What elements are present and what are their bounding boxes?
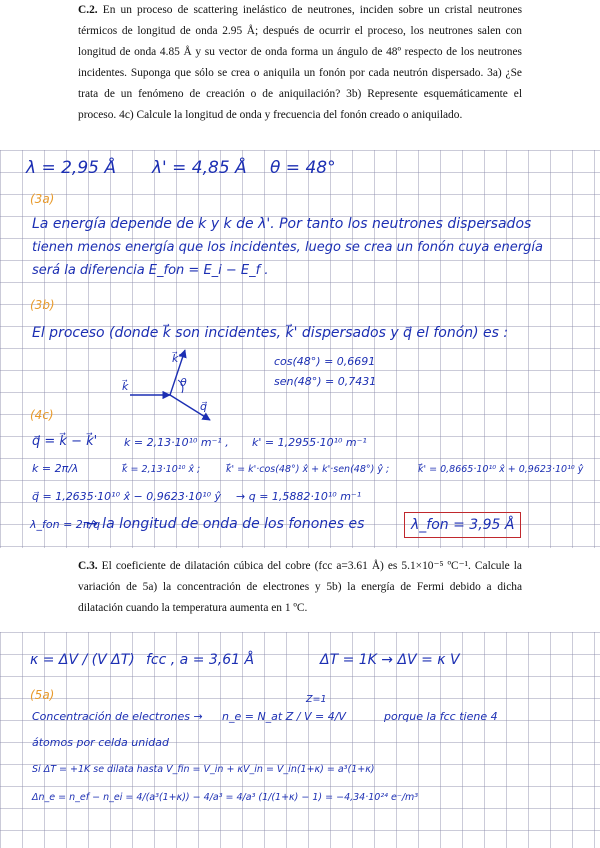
problem-c2-heading: C.2.: [78, 4, 98, 16]
handwritten-sheet-c2: [0, 150, 600, 548]
given-lambda: λ = 2,95 Å: [26, 158, 116, 178]
problem-c3-statement: [78, 556, 522, 619]
part-5a-line1b: n_e = N_at Z / V = 4/V: [222, 710, 346, 723]
delta-relation: ΔT = 1K → ΔV = κ V: [320, 652, 460, 668]
part-5a-line1c: porque la fcc tiene 4: [384, 710, 498, 723]
kappa-definition: κ = ΔV / (V ΔT): [30, 652, 135, 668]
part-3b-intro: El proceso (donde k⃗ son incidentes, k⃗' dispersados y q⃗ el fonón) es :: [32, 325, 509, 341]
part-4c-row2d: k⃗' = 0,8665·10¹⁰ x̂ + 0,9623·10¹⁰ ŷ: [418, 464, 584, 475]
label-k: k⃗: [122, 380, 129, 393]
cos-value: cos(48°) = 0,6691: [274, 355, 376, 368]
part-5a-line3: Si ΔT = +1K se dilata hasta V_fin = V_in + κV_in = V_in(1+κ) = a³(1+κ): [32, 764, 375, 775]
part-5a-line4: Δn_e = n_ef − n_ei = 4/(a³(1+κ)) − 4/a³ = 4/a³ (1/(1+κ) − 1) = −4,34·10²⁴ e⁻/m³: [32, 792, 419, 803]
part-4c-row3b: → q = 1,5882·10¹⁰ m⁻¹: [236, 490, 362, 503]
part-4c-row3a: q⃗ = 1,2635·10¹⁰ x̂ − 0,9623·10¹⁰ ŷ: [32, 490, 222, 503]
given-lambda-prime: λ' = 4,85 Å: [152, 158, 247, 178]
label-3a: (3a): [30, 192, 55, 206]
label-4c: (4c): [30, 408, 54, 422]
answer-value: λ_fon = 3,95 Å: [411, 517, 515, 533]
label-theta: θ: [180, 376, 187, 389]
part-4c-row4a: λ_fon = 2π/q: [30, 518, 101, 531]
part-5a-line1a: Concentración de electrones →: [32, 710, 203, 723]
part-4c-row2c: k⃗' = k'·cos(48°) x̂ + k'·sen(48°) ŷ ;: [226, 464, 390, 475]
problem-c2-statement: [78, 0, 522, 126]
part-4c-row1a: q⃗ = k⃗ − k⃗': [32, 434, 98, 449]
sin-value: sen(48°) = 0,7431: [274, 375, 377, 388]
problem-c2-text: En un proceso de scattering inelástico de neutrones, inciden sobre un cristal neutrones térmicos de longitud de onda 2.95 Å; después de ocurrir el proceso, los neutrones salen con longitud de onda 4.85 Å y su vector de onda forma un ángulo de 48º respecto de los neutrones incidentes. Suponga que sólo se crea o aniquila un fonón por cada neutrón dispersado. 3a) ¿Se trata de un fenómeno de creación o de aniquilación? 3b) Represente esquemáticamente el proceso. 4c) Calcule la longitud de onda y frecuencia del fonón creado o aniquilado.: [78, 4, 523, 121]
part-4c-row1b: k = 2,13·10¹⁰ m⁻¹ ,: [124, 436, 229, 449]
given-theta: θ = 48°: [270, 158, 336, 178]
problem-c3-heading: C.3.: [78, 560, 98, 572]
part-4c-row1c: k' = 1,2955·10¹⁰ m⁻¹: [252, 436, 367, 449]
part-3a-line3: será la diferencia E_fon = E_i − E_f .: [32, 263, 269, 278]
part-4c-row2b: k⃗ = 2,13·10¹⁰ x̂ ;: [122, 464, 201, 475]
part-4c-row4b: → la longitud de onda de los fonones es: [86, 516, 365, 532]
answer-box: [404, 512, 521, 538]
label-5a: (5a): [30, 688, 55, 702]
part-5a-zeq: Z=1: [306, 694, 327, 705]
label-kp: k⃗': [172, 352, 182, 365]
label-q: q⃗: [200, 400, 207, 413]
part-3a-line1: La energía depende de k y k de λ'. Por tanto los neutrones dispersados: [32, 216, 532, 232]
part-3a-line2: tienen menos energía que los incidentes, luego se crea un fonón cuya energía: [32, 240, 543, 255]
part-4c-row2a: k = 2π/λ: [32, 462, 79, 475]
part-5a-line2: átomos por celda unidad: [32, 736, 169, 749]
label-3b: (3b): [30, 298, 55, 312]
fcc-lattice: fcc , a = 3,61 Å: [146, 652, 255, 668]
problem-c3-text: El coeficiente de dilatación cúbica del cobre (fcc a=3.61 Å) es 5.1×10⁻⁵ ºC⁻¹. Calcule la variación de 5a) la concentración de electrones y 5b) la energía de Fermi debido a dicha dilatación cuando la temperatura aumenta en 1 ºC.: [78, 560, 522, 614]
